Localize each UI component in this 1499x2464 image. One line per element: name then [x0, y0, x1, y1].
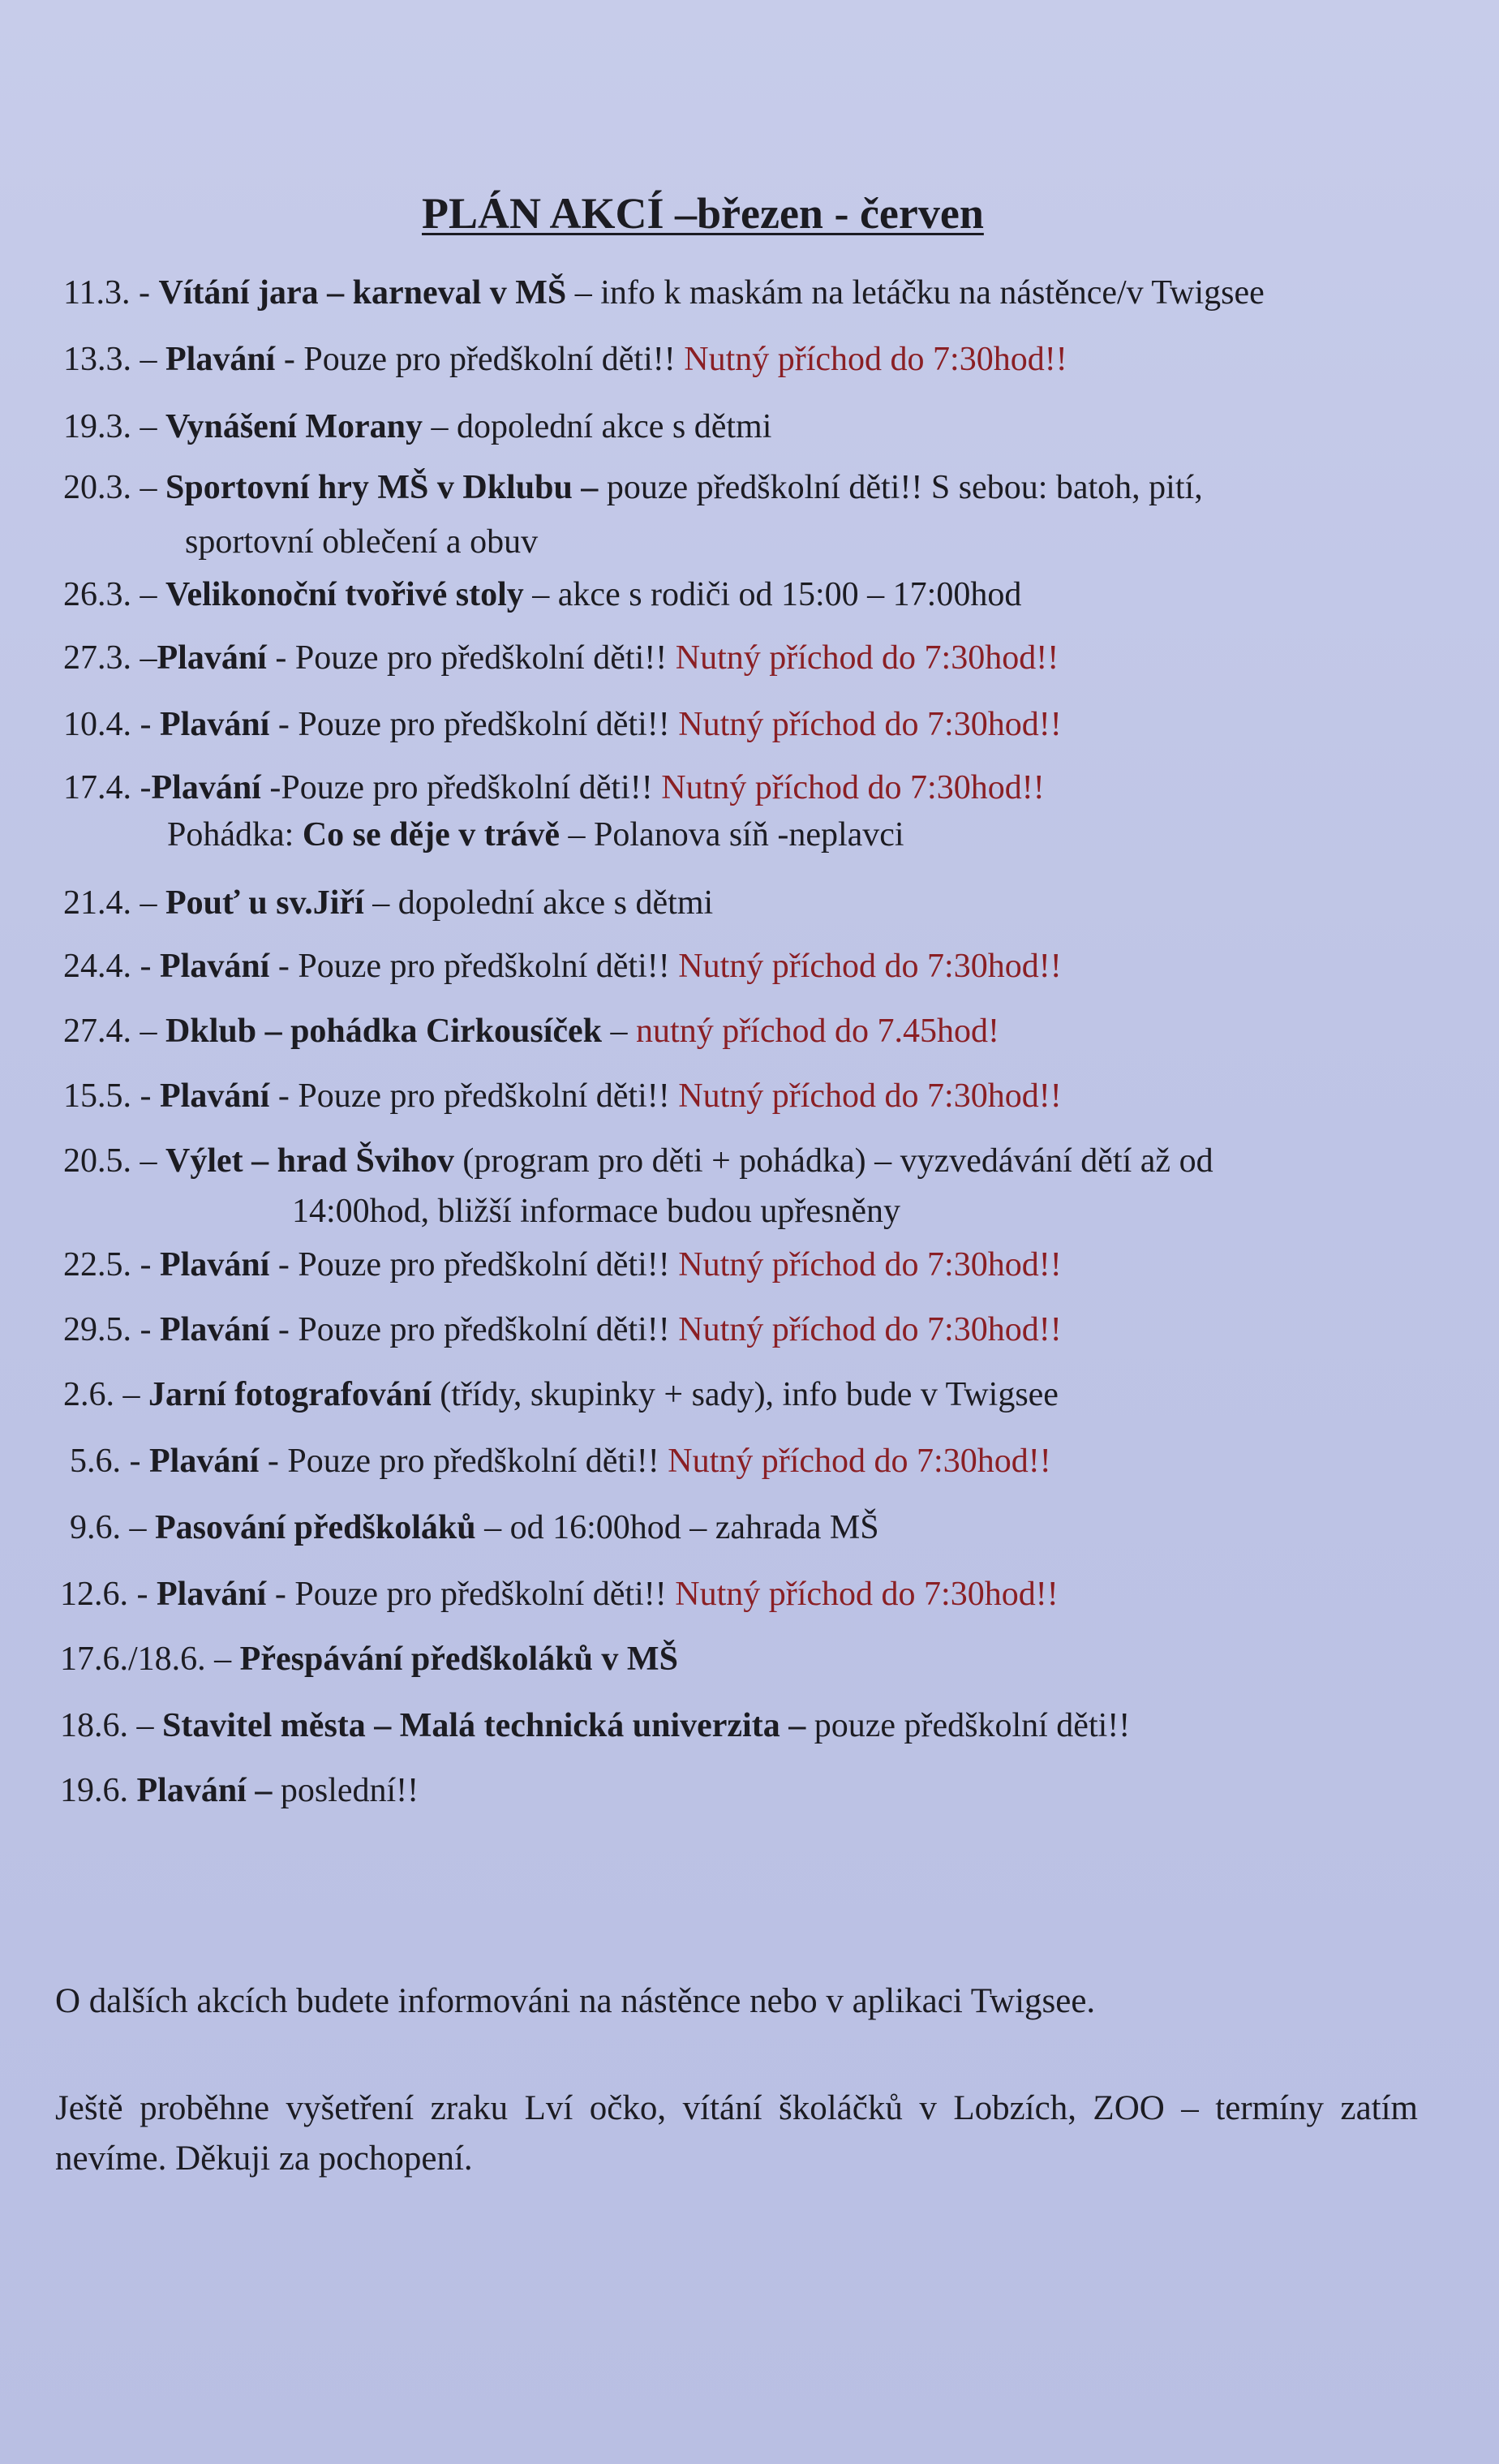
event-text: 2.6. –: [63, 1376, 148, 1413]
event-line: [63, 641, 1059, 675]
event-text: – dopolední akce s dětmi: [423, 408, 772, 445]
event-name: Co se děje v trávě: [302, 816, 561, 854]
event-warning: Nutný příchod do 7:30hod!!: [678, 948, 1062, 985]
event-text: 27.3. –: [63, 639, 157, 677]
event-text: (třídy, skupinky + sady), info bude v Twigsee: [431, 1376, 1059, 1413]
event-text: pouze předškolní děti!!: [805, 1707, 1131, 1744]
event-line: [70, 1511, 879, 1545]
event-text: - Pouze pro předškolní děti!!: [269, 1311, 679, 1348]
event-line: [60, 1774, 419, 1808]
event-text: 26.3. –: [63, 576, 165, 613]
event-name: Velikonoční tvořivé stoly: [165, 576, 524, 613]
event-line: [185, 525, 538, 559]
event-line: [63, 471, 1203, 505]
event-text: Pohádka:: [167, 816, 303, 854]
event-name: Jarní fotografování: [148, 1376, 432, 1413]
event-name: Plavání: [151, 769, 261, 806]
event-warning: Nutný příchod do 7:30hod!!: [668, 1443, 1051, 1480]
event-line: [167, 818, 904, 852]
event-text: -Pouze pro předškolní děti!!: [260, 769, 662, 806]
event-text: - Pouze pro předškolní děti!!: [266, 1576, 676, 1613]
event-text: 11.3. -: [63, 274, 159, 312]
event-warning: nutný příchod do 7.45hod!: [636, 1013, 999, 1050]
event-text: 21.4. –: [63, 884, 165, 922]
event-line: [63, 886, 713, 920]
event-text: – info k maskám na letáčku na nástěnce/v Twigsee: [566, 274, 1265, 312]
event-name: Přespávání předškoláků v MŠ: [239, 1641, 678, 1678]
event-text: (program pro děti + pohádka) – vyzvedávání dětí až od: [453, 1142, 1213, 1180]
event-line: [60, 1642, 678, 1676]
event-text: 17.4. -: [63, 769, 152, 806]
event-line: [63, 771, 1045, 805]
event-text: – Polanova síň -neplavci: [560, 816, 904, 854]
event-warning: Nutný příchod do 7:30hod!!: [678, 706, 1062, 743]
event-text: 12.6. -: [60, 1576, 157, 1613]
event-text: 15.5. -: [63, 1077, 160, 1115]
event-name: Plavání: [157, 1576, 267, 1613]
event-name: Sportovní hry MŠ v Dklubu –: [165, 469, 599, 506]
event-name: Pouť u sv.Jiří: [165, 884, 364, 922]
event-name: Výlet – hrad Švihov: [165, 1142, 454, 1180]
event-text: 10.4. -: [63, 706, 160, 743]
event-text: - Pouze pro předškolní děti!!: [269, 948, 679, 985]
event-name: Plavání: [160, 1246, 270, 1284]
event-text: –: [602, 1013, 637, 1050]
event-line: [63, 1378, 1059, 1412]
event-text: 14:00hod, bližší informace budou upřesněny: [292, 1193, 901, 1230]
event-text: 29.5. -: [63, 1311, 160, 1348]
event-line: [292, 1194, 900, 1228]
event-line: [63, 342, 1067, 376]
event-name: Stavitel města – Malá technická univerzita –: [162, 1707, 806, 1744]
event-text: 18.6. –: [60, 1707, 162, 1744]
event-text: 5.6. -: [70, 1443, 149, 1480]
event-line: [63, 410, 771, 444]
event-text: - Pouze pro předškolní děti!!: [269, 1077, 679, 1115]
event-line: [63, 1079, 1062, 1113]
event-text: 19.6.: [60, 1772, 137, 1809]
event-text: 20.3. –: [63, 469, 165, 506]
event-text: 20.5. –: [63, 1142, 165, 1180]
event-line: [63, 276, 1265, 310]
event-line: [63, 578, 1021, 612]
event-name: Dklub – pohádka Cirkousíček: [165, 1013, 603, 1050]
event-text: 24.4. -: [63, 948, 160, 985]
footer-note-1: O dalších akcích budete informováni na nástěnce nebo v aplikaci Twigsee.: [55, 1982, 1096, 2020]
event-warning: Nutný příchod do 7:30hod!!: [678, 1246, 1062, 1284]
event-text: 9.6. –: [70, 1509, 155, 1546]
event-line: [63, 1014, 999, 1048]
event-warning: Nutný příchod do 7:30hod!!: [678, 1077, 1062, 1115]
event-text: pouze předškolní děti!! S sebou: batoh, pití,: [598, 469, 1203, 506]
event-name: Plavání: [157, 639, 267, 677]
event-text: - Pouze pro předškolní děti!!: [259, 1443, 668, 1480]
event-line: [63, 707, 1062, 742]
event-text: – dopolední akce s dětmi: [363, 884, 714, 922]
page-title: PLÁN AKCÍ –březen - červen: [422, 189, 984, 238]
event-name: Pasování předškoláků: [155, 1509, 476, 1546]
event-warning: Nutný příchod do 7:30hod!!: [678, 1311, 1062, 1348]
event-line: [63, 1144, 1213, 1178]
event-text: 27.4. –: [63, 1013, 165, 1050]
event-line: [63, 949, 1062, 983]
event-text: 17.6./18.6. –: [60, 1641, 240, 1678]
event-name: Plavání: [160, 1077, 270, 1115]
event-warning: Nutný příchod do 7:30hod!!: [675, 1576, 1059, 1613]
event-name: Vítání jara – karneval v MŠ: [158, 274, 567, 312]
event-text: - Pouze pro předškolní děti!!: [269, 1246, 679, 1284]
event-name: Plavání: [160, 1311, 270, 1348]
event-text: 13.3. –: [63, 341, 165, 378]
event-text: - Pouze pro předškolní děti!!: [269, 706, 679, 743]
event-warning: Nutný příchod do 7:30hod!!: [661, 769, 1045, 806]
event-name: Plavání: [160, 948, 270, 985]
event-text: 19.3. –: [63, 408, 165, 445]
event-text: sportovní oblečení a obuv: [185, 523, 539, 561]
event-name: Plavání: [165, 341, 276, 378]
event-warning: Nutný příchod do 7:30hod!!: [684, 341, 1067, 378]
event-text: poslední!!: [272, 1772, 419, 1809]
event-name: Plavání –: [136, 1772, 273, 1809]
event-text: 22.5. -: [63, 1246, 160, 1284]
event-text: – od 16:00hod – zahrada MŠ: [475, 1509, 879, 1546]
event-text: - Pouze pro předškolní děti!!: [266, 639, 676, 677]
event-text: - Pouze pro předškolní děti!!: [275, 341, 685, 378]
event-line: [60, 1577, 1059, 1611]
event-line: [60, 1709, 1130, 1743]
event-name: Plavání: [160, 706, 270, 743]
footer-note-2: Ještě proběhne vyšetření zraku Lví očko, vítání školáčků v Lobzích, ZOO – termíny zatím nevíme. Děkuji za pochopení.: [55, 2089, 1418, 2178]
event-line: [63, 1248, 1062, 1282]
event-line: [63, 1313, 1062, 1347]
event-text: – akce s rodiči od 15:00 – 17:00hod: [523, 576, 1022, 613]
event-name: Vynášení Morany: [165, 408, 423, 445]
event-line: [70, 1444, 1051, 1478]
event-warning: Nutný příchod do 7:30hod!!: [675, 639, 1059, 677]
event-name: Plavání: [149, 1443, 260, 1480]
